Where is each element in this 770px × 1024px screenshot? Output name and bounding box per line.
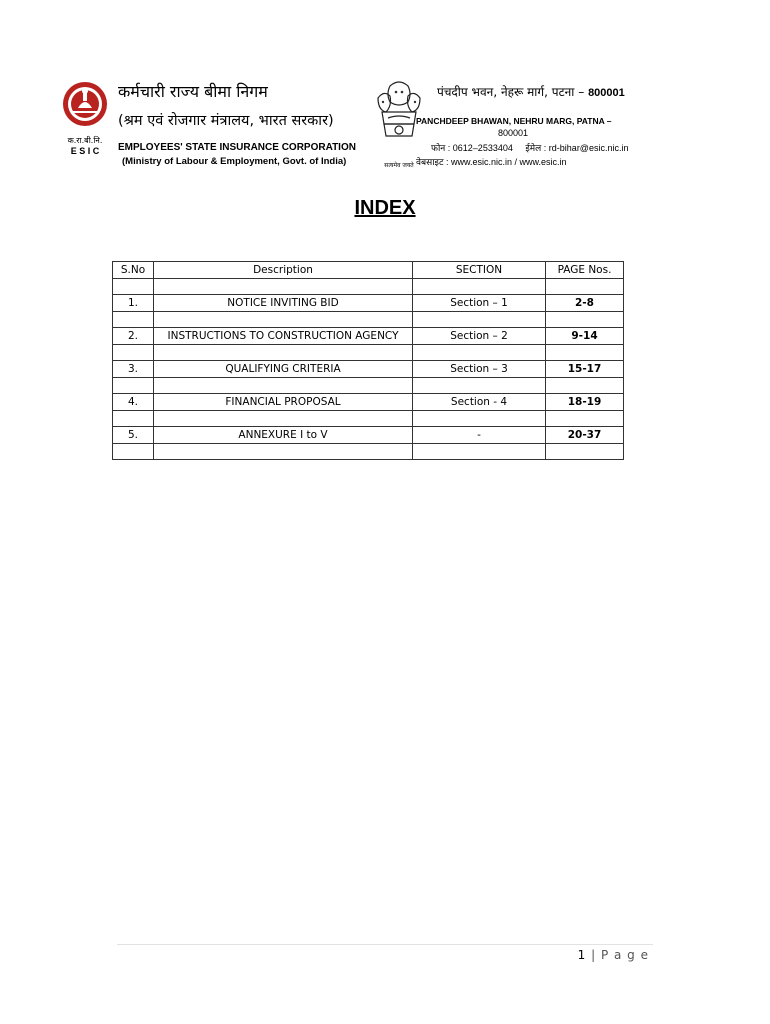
- contact-line: [431, 141, 628, 154]
- ministry-english: (Ministry of Labour & Employment, Govt. of India): [122, 156, 347, 167]
- address-hindi: [437, 83, 625, 100]
- cell-pages: 20-37: [546, 427, 624, 444]
- cell-pages: 2-8: [546, 295, 624, 312]
- cell-pages: 15-17: [546, 361, 624, 378]
- page-label: | P a g e: [591, 948, 649, 962]
- table-row: [113, 394, 624, 411]
- page-footer: [578, 948, 649, 962]
- address-english-line1: PANCHDEEP BHAWAN, NEHRU MARG, PATNA –: [416, 116, 612, 126]
- org-name-english: EMPLOYEES' STATE INSURANCE CORPORATION: [118, 142, 356, 153]
- table-spacer-row: [113, 443, 624, 460]
- esic-logo: [56, 80, 114, 156]
- email-label: ईमेल: [525, 144, 542, 154]
- cell-sno: 1.: [113, 295, 154, 312]
- cell-section: Section – 3: [413, 361, 546, 378]
- logo-hindi-abbr: क.रा.बी.नि.: [67, 136, 103, 145]
- cell-description: INSTRUCTIONS TO CONSTRUCTION AGENCY: [154, 328, 413, 345]
- footer-divider: [117, 944, 653, 945]
- table-row: [113, 328, 624, 345]
- esic-emblem-icon: [56, 80, 114, 130]
- cell-section: Section – 2: [413, 328, 546, 345]
- table-spacer-row: [113, 410, 624, 427]
- logo-english-abbr: E S I C: [70, 146, 100, 156]
- header-section: SECTION: [413, 262, 546, 279]
- table-row: [113, 295, 624, 312]
- cell-description: QUALIFYING CRITERIA: [154, 361, 413, 378]
- cell-section: Section - 4: [413, 394, 546, 411]
- address-english-line2: 800001: [498, 128, 529, 138]
- index-table: [112, 261, 624, 460]
- cell-description: ANNEXURE I to V: [154, 427, 413, 444]
- website-value[interactable]: : www.esic.nic.in / www.esic.in: [446, 157, 567, 167]
- address-hindi-text: पंचदीप भवन, नेहरू मार्ग, पटना –: [437, 85, 585, 99]
- email-value[interactable]: : rd-bihar@esic.nic.in: [543, 143, 629, 153]
- phone-value: : 0612–2533404: [447, 143, 513, 153]
- org-name-hindi: कर्मचारी राज्य बीमा निगम: [118, 82, 268, 101]
- ministry-hindi: (श्रम एवं रोजगार मंत्रालय, भारत सरकार): [118, 113, 334, 129]
- table-header-row: [113, 262, 624, 279]
- table-row: [113, 361, 624, 378]
- address-pin: 800001: [588, 87, 625, 99]
- table-spacer-row: [113, 344, 624, 361]
- emblem-motto: सत्यमेव जयते: [384, 162, 414, 169]
- table-spacer-row: [113, 377, 624, 394]
- cell-sno: 3.: [113, 361, 154, 378]
- page-title: INDEX: [354, 197, 416, 219]
- cell-section: Section – 1: [413, 295, 546, 312]
- cell-pages: 9-14: [546, 328, 624, 345]
- header-sno: S.No: [113, 262, 154, 279]
- website-label: वेबसाइट: [416, 158, 444, 168]
- table-spacer-row: [113, 311, 624, 328]
- cell-sno: 2.: [113, 328, 154, 345]
- cell-description: NOTICE INVITING BID: [154, 295, 413, 312]
- page-number: 1: [577, 948, 587, 962]
- cell-pages: 18-19: [546, 394, 624, 411]
- cell-sno: 4.: [113, 394, 154, 411]
- header-description: Description: [154, 262, 413, 279]
- website-line: [416, 155, 567, 168]
- phone-label: फोन: [431, 144, 446, 154]
- cell-sno: 5.: [113, 427, 154, 444]
- header-pages: PAGE Nos.: [546, 262, 624, 279]
- cell-section: -: [413, 427, 546, 444]
- table-spacer-row: [113, 278, 624, 295]
- cell-description: FINANCIAL PROPOSAL: [154, 394, 413, 411]
- table-row: [113, 427, 624, 444]
